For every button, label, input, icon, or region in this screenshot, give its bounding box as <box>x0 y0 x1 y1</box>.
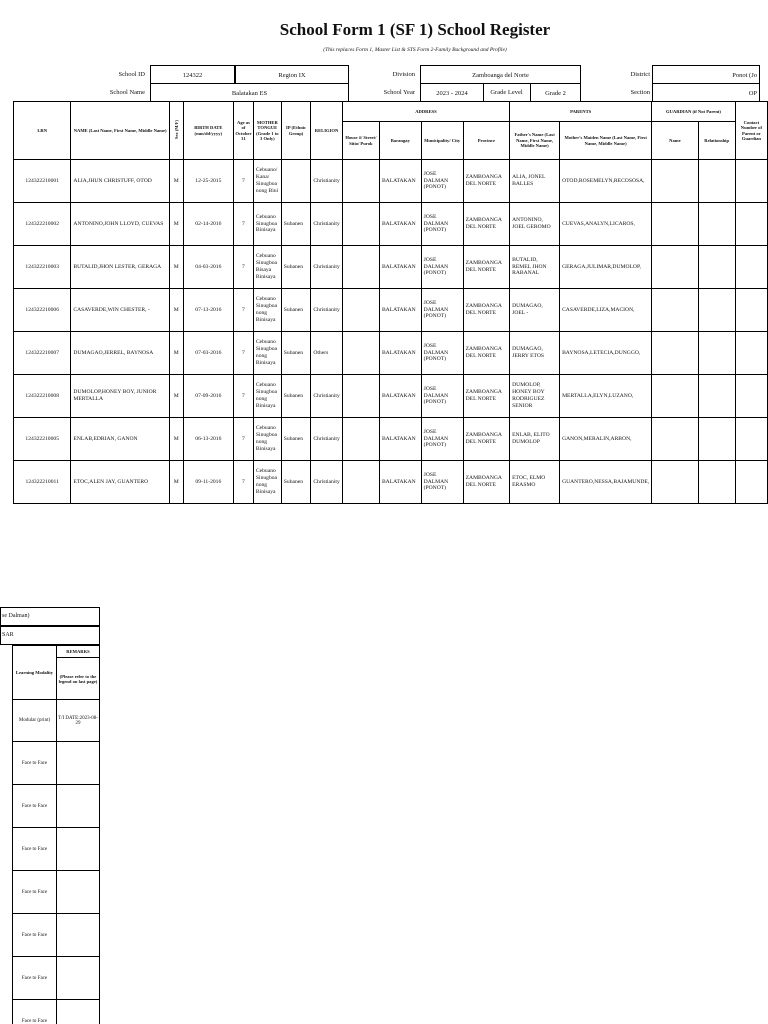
cell-religion: Christianity <box>311 289 342 332</box>
school-id-value: 124322 <box>150 65 235 84</box>
cell-mother: GUANTERO,NESSA,BAJAMUNDE, <box>560 461 652 504</box>
cell-guardian-name <box>652 289 698 332</box>
cell-remarks <box>57 957 100 1000</box>
cell-birth: 07-03-2016 <box>183 332 233 375</box>
cell-guardian-relationship <box>698 375 735 418</box>
table-row <box>14 332 768 375</box>
col-mother: Mother's Maiden Name (Last Name, First Name, Middle Name) <box>560 122 652 160</box>
table-row <box>14 289 768 332</box>
cell-modality: Modular (print) <box>13 700 57 742</box>
cell-barangay: BALATAKAN <box>379 289 421 332</box>
cell-age: 7 <box>234 246 254 289</box>
cell-mt: Cebuano Sinugboa nong Binisaya <box>253 375 281 418</box>
cell-mother: MERTALLA,ELYN,LUZANO, <box>560 375 652 418</box>
cell-age: 7 <box>234 203 254 246</box>
table-row <box>13 700 100 742</box>
cell-modality: Face to Face <box>13 742 57 785</box>
col-guardian-group: GUARDIAN (if Not Parent) <box>652 102 735 122</box>
cell-guardian-name <box>652 375 698 418</box>
cell-sex: M <box>169 332 183 375</box>
cell-guardian-name <box>652 418 698 461</box>
cell-mt: Cebuano/ Kana/ Sinugboa nong Bini <box>253 160 281 203</box>
col-age: Age as of October 31 <box>234 102 254 160</box>
cell-guardian-relationship <box>698 289 735 332</box>
cell-ip: Subanen <box>281 375 311 418</box>
cell-father: BUTALID, REMEL JHON RABANAL <box>510 246 560 289</box>
cell-guardian-name <box>652 203 698 246</box>
cell-lrn: 124322210007 <box>14 332 71 375</box>
cell-guardian-relationship <box>698 203 735 246</box>
col-mother-tongue: MOTHER TONGUE (Grade 1 to 3 Only) <box>253 102 281 160</box>
cell-birth: 06-13-2016 <box>183 418 233 461</box>
cell-mt: Cebuano Sinugboa Bisaya Binisaya <box>253 246 281 289</box>
school-name-label: School Name <box>109 89 145 96</box>
cell-guardian-relationship <box>698 246 735 289</box>
cell-mother: GANON,MERALIN,ARBON, <box>560 418 652 461</box>
table-row <box>14 203 768 246</box>
cell-lrn: 124322210006 <box>14 289 71 332</box>
cell-remarks <box>57 742 100 785</box>
cell-name: BUTALID,JHON LESTER, GERAGA <box>71 246 169 289</box>
cell-age: 7 <box>234 375 254 418</box>
table-row <box>14 375 768 418</box>
table-row <box>14 160 768 203</box>
cell-lrn: 124322210005 <box>14 418 71 461</box>
cell-contact <box>735 332 767 375</box>
cell-mt: Cebuano Sinugboa Binisaya <box>253 203 281 246</box>
page2-row2: SAR <box>0 626 100 645</box>
cell-guardian-relationship <box>698 418 735 461</box>
cell-house <box>342 203 379 246</box>
cell-father: ALIA, JONEL BALLES <box>510 160 560 203</box>
cell-barangay: BALATAKAN <box>379 246 421 289</box>
cell-province: ZAMBOANGA DEL NORTE <box>463 461 510 504</box>
cell-mt: Cebuano Sinugboa nong Binisaya <box>253 418 281 461</box>
cell-contact <box>735 246 767 289</box>
cell-house <box>342 246 379 289</box>
col-guardian-name: Name <box>652 122 698 160</box>
cell-province: ZAMBOANGA DEL NORTE <box>463 375 510 418</box>
cell-province: ZAMBOANGA DEL NORTE <box>463 418 510 461</box>
cell-modality: Face to Face <box>13 871 57 914</box>
cell-contact <box>735 461 767 504</box>
cell-contact <box>735 160 767 203</box>
cell-father: ETOC, ELMO ERASMO <box>510 461 560 504</box>
cell-contact <box>735 418 767 461</box>
cell-modality: Face to Face <box>13 914 57 957</box>
cell-sex: M <box>169 160 183 203</box>
cell-province: ZAMBOANGA DEL NORTE <box>463 246 510 289</box>
cell-municipality: JOSE DALMAN (PONOT) <box>421 461 463 504</box>
school-info <box>0 64 760 102</box>
cell-birth: 02-14-2016 <box>183 203 233 246</box>
school-year-value: 2023 - 2024 <box>420 83 484 102</box>
cell-municipality: JOSE DALMAN (PONOT) <box>421 289 463 332</box>
cell-mother: CUEVAS,ANALYN,LICAROS, <box>560 203 652 246</box>
table-row <box>14 418 768 461</box>
cell-barangay: BALATAKAN <box>379 375 421 418</box>
cell-ip: Subanen <box>281 332 311 375</box>
cell-guardian-relationship <box>698 461 735 504</box>
cell-father: DUMAGAO, JERRY ETOS <box>510 332 560 375</box>
cell-name: ALIA,JHUN CHRISTUFF, OTOD <box>71 160 169 203</box>
cell-lrn: 124322210002 <box>14 203 71 246</box>
section-value: OP <box>652 83 760 102</box>
cell-ip: Subanen <box>281 289 311 332</box>
school-id-label: School ID <box>118 71 145 78</box>
cell-modality: Face to Face <box>13 828 57 871</box>
cell-father: ANTONINO, JOEL GEROMO <box>510 203 560 246</box>
cell-birth: 04-03-2016 <box>183 246 233 289</box>
cell-municipality: JOSE DALMAN (PONOT) <box>421 332 463 375</box>
col-name: NAME (Last Name, First Name, Middle Name) <box>71 102 169 160</box>
cell-guardian-name <box>652 332 698 375</box>
cell-age: 7 <box>234 418 254 461</box>
cell-remarks <box>57 785 100 828</box>
col-house: House #/ Street/ Sitio/ Purok <box>342 122 379 160</box>
table-row <box>13 1000 100 1024</box>
cell-ip: Subanen <box>281 461 311 504</box>
cell-barangay: BALATAKAN <box>379 418 421 461</box>
cell-barangay: BALATAKAN <box>379 203 421 246</box>
cell-house <box>342 289 379 332</box>
col-father: Father's Name (Last Name, First Name, Middle Name) <box>510 122 560 160</box>
cell-mother: GERAGA,JULIMAR,DUMOLOP, <box>560 246 652 289</box>
cell-name: DUMOLOP,HONEY BOY, JUNIOR MERTALLA <box>71 375 169 418</box>
cell-house <box>342 418 379 461</box>
school-year-label: School Year <box>383 89 415 96</box>
cell-mother: BAYNOSA,LETECIA,DUNGGO, <box>560 332 652 375</box>
cell-contact <box>735 203 767 246</box>
cell-municipality: JOSE DALMAN (PONOT) <box>421 375 463 418</box>
cell-sex: M <box>169 418 183 461</box>
col-remarks: REMARKS <box>57 646 100 658</box>
cell-religion: Christianity <box>311 461 342 504</box>
cell-municipality: JOSE DALMAN (PONOT) <box>421 246 463 289</box>
page2-table <box>12 645 100 1024</box>
cell-mt: Cebuano Sinugboa nong Binisaya <box>253 289 281 332</box>
cell-house <box>342 332 379 375</box>
col-parents-group: PARENTS <box>510 102 652 122</box>
cell-ip: Subanen <box>281 418 311 461</box>
cell-province: ZAMBOANGA DEL NORTE <box>463 203 510 246</box>
cell-mother: OTOD,ROSEMELYN,RECOSOSA, <box>560 160 652 203</box>
cell-modality: Face to Face <box>13 1000 57 1024</box>
cell-contact <box>735 289 767 332</box>
cell-ip: Subanen <box>281 203 311 246</box>
cell-ip <box>281 160 311 203</box>
cell-remarks <box>57 828 100 871</box>
page2-row1: se Dalman) <box>0 607 100 626</box>
col-address-group: ADDRESS <box>342 102 509 122</box>
cell-barangay: BALATAKAN <box>379 160 421 203</box>
region-value: Region IX <box>235 65 349 84</box>
cell-sex: M <box>169 461 183 504</box>
register-table <box>13 101 768 504</box>
col-lrn: LRN <box>14 102 71 160</box>
cell-guardian-relationship <box>698 160 735 203</box>
cell-barangay: BALATAKAN <box>379 332 421 375</box>
cell-province: ZAMBOANGA DEL NORTE <box>463 332 510 375</box>
cell-remarks: T/I DATE:2023-08-29 <box>57 700 100 742</box>
cell-religion: Christianity <box>311 203 342 246</box>
cell-guardian-relationship <box>698 332 735 375</box>
cell-guardian-name <box>652 246 698 289</box>
col-learning-modality: Learning Modality <box>13 646 57 700</box>
cell-lrn: 124322210011 <box>14 461 71 504</box>
cell-lrn: 124322210001 <box>14 160 71 203</box>
cell-age: 7 <box>234 461 254 504</box>
cell-mt: Cebuano Sinugboa nong Binisaya <box>253 461 281 504</box>
cell-age: 7 <box>234 289 254 332</box>
col-guardian-relationship: Relationship <box>698 122 735 160</box>
cell-religion: Christianity <box>311 160 342 203</box>
form-title: School Form 1 (SF 1) School Register <box>279 20 551 39</box>
cell-name: CASAVERDE,WIN CHESTER, - <box>71 289 169 332</box>
grade-level-value: Grade 2 <box>530 83 581 102</box>
cell-lrn: 124322210003 <box>14 246 71 289</box>
table-row <box>13 785 100 828</box>
cell-remarks <box>57 1000 100 1024</box>
cell-birth: 12-25-2015 <box>183 160 233 203</box>
cell-province: ZAMBOANGA DEL NORTE <box>463 160 510 203</box>
cell-name: ENLAB,EDRIAN, GANON <box>71 418 169 461</box>
cell-religion: Christianity <box>311 418 342 461</box>
cell-age: 7 <box>234 160 254 203</box>
col-birth-date: BIRTH DATE (mm/dd/yyyy) <box>183 102 233 160</box>
form-subtitle: (This replaces Form 1, Master List & STS Form 2-Family Background and Profile) <box>323 47 507 53</box>
cell-father: DUMOLOP, HONEY BOY RODRIGUEZ SENIOR <box>510 375 560 418</box>
table-row <box>13 742 100 785</box>
cell-municipality: JOSE DALMAN (PONOT) <box>421 160 463 203</box>
cell-municipality: JOSE DALMAN (PONOT) <box>421 203 463 246</box>
col-remarks-note: (Please refer to the legend on last page) <box>57 658 100 700</box>
district-label: District <box>630 71 650 78</box>
cell-sex: M <box>169 289 183 332</box>
cell-religion: Others <box>311 332 342 375</box>
cell-father: ENLAB, ELITO DUMOLOP <box>510 418 560 461</box>
col-province: Province <box>463 122 510 160</box>
cell-birth: 07-09-2016 <box>183 375 233 418</box>
cell-modality: Face to Face <box>13 785 57 828</box>
cell-mt: Cebuano Sinugboa nong Binisaya <box>253 332 281 375</box>
table-row <box>13 957 100 1000</box>
table-row <box>13 914 100 957</box>
cell-house <box>342 375 379 418</box>
cell-mother: CASAVERDE,LIZA,MACION, <box>560 289 652 332</box>
cell-barangay: BALATAKAN <box>379 461 421 504</box>
district-value: Ponot (Jo <box>652 65 760 84</box>
cell-religion: Christianity <box>311 375 342 418</box>
col-ip: IP (Ethnic Group) <box>281 102 311 160</box>
cell-modality: Face to Face <box>13 957 57 1000</box>
cell-municipality: JOSE DALMAN (PONOT) <box>421 418 463 461</box>
cell-house <box>342 461 379 504</box>
table-row <box>14 461 768 504</box>
col-municipality: Municipality/ City <box>421 122 463 160</box>
school-name-value: Balatakan ES <box>150 83 349 102</box>
table-row <box>14 246 768 289</box>
cell-house <box>342 160 379 203</box>
cell-religion: Christianity <box>311 246 342 289</box>
cell-remarks <box>57 871 100 914</box>
cell-age: 7 <box>234 332 254 375</box>
cell-lrn: 124322210008 <box>14 375 71 418</box>
cell-father: DUMAGAO, JOEL - <box>510 289 560 332</box>
cell-remarks <box>57 914 100 957</box>
table-row <box>13 871 100 914</box>
table-row <box>13 828 100 871</box>
cell-ip: Subanen <box>281 246 311 289</box>
col-sex-label: Sex (M/F) <box>173 120 179 140</box>
cell-sex: M <box>169 375 183 418</box>
col-barangay: Barangay <box>379 122 421 160</box>
cell-sex: M <box>169 246 183 289</box>
col-sex <box>169 102 183 160</box>
cell-name: DUMAGAO,JERREL, BAYNOSA <box>71 332 169 375</box>
section-label: Section <box>630 89 650 96</box>
cell-name: ANTONINO,JOHN LLOYD, CUEVAS <box>71 203 169 246</box>
cell-name: ETOC,ALEN JAY, GUANTERO <box>71 461 169 504</box>
division-value: Zamboanga del Norte <box>420 65 581 84</box>
cell-birth: 09-11-2016 <box>183 461 233 504</box>
cell-province: ZAMBOANGA DEL NORTE <box>463 289 510 332</box>
cell-birth: 07-13-2016 <box>183 289 233 332</box>
grade-level-label: Grade Level <box>490 89 523 96</box>
col-contact: Contact Number of Parent or Guardian <box>735 102 767 160</box>
cell-sex: M <box>169 203 183 246</box>
division-label: Division <box>392 71 415 78</box>
cell-guardian-name <box>652 461 698 504</box>
cell-guardian-name <box>652 160 698 203</box>
col-religion: RELIGION <box>311 102 342 160</box>
cell-contact <box>735 375 767 418</box>
